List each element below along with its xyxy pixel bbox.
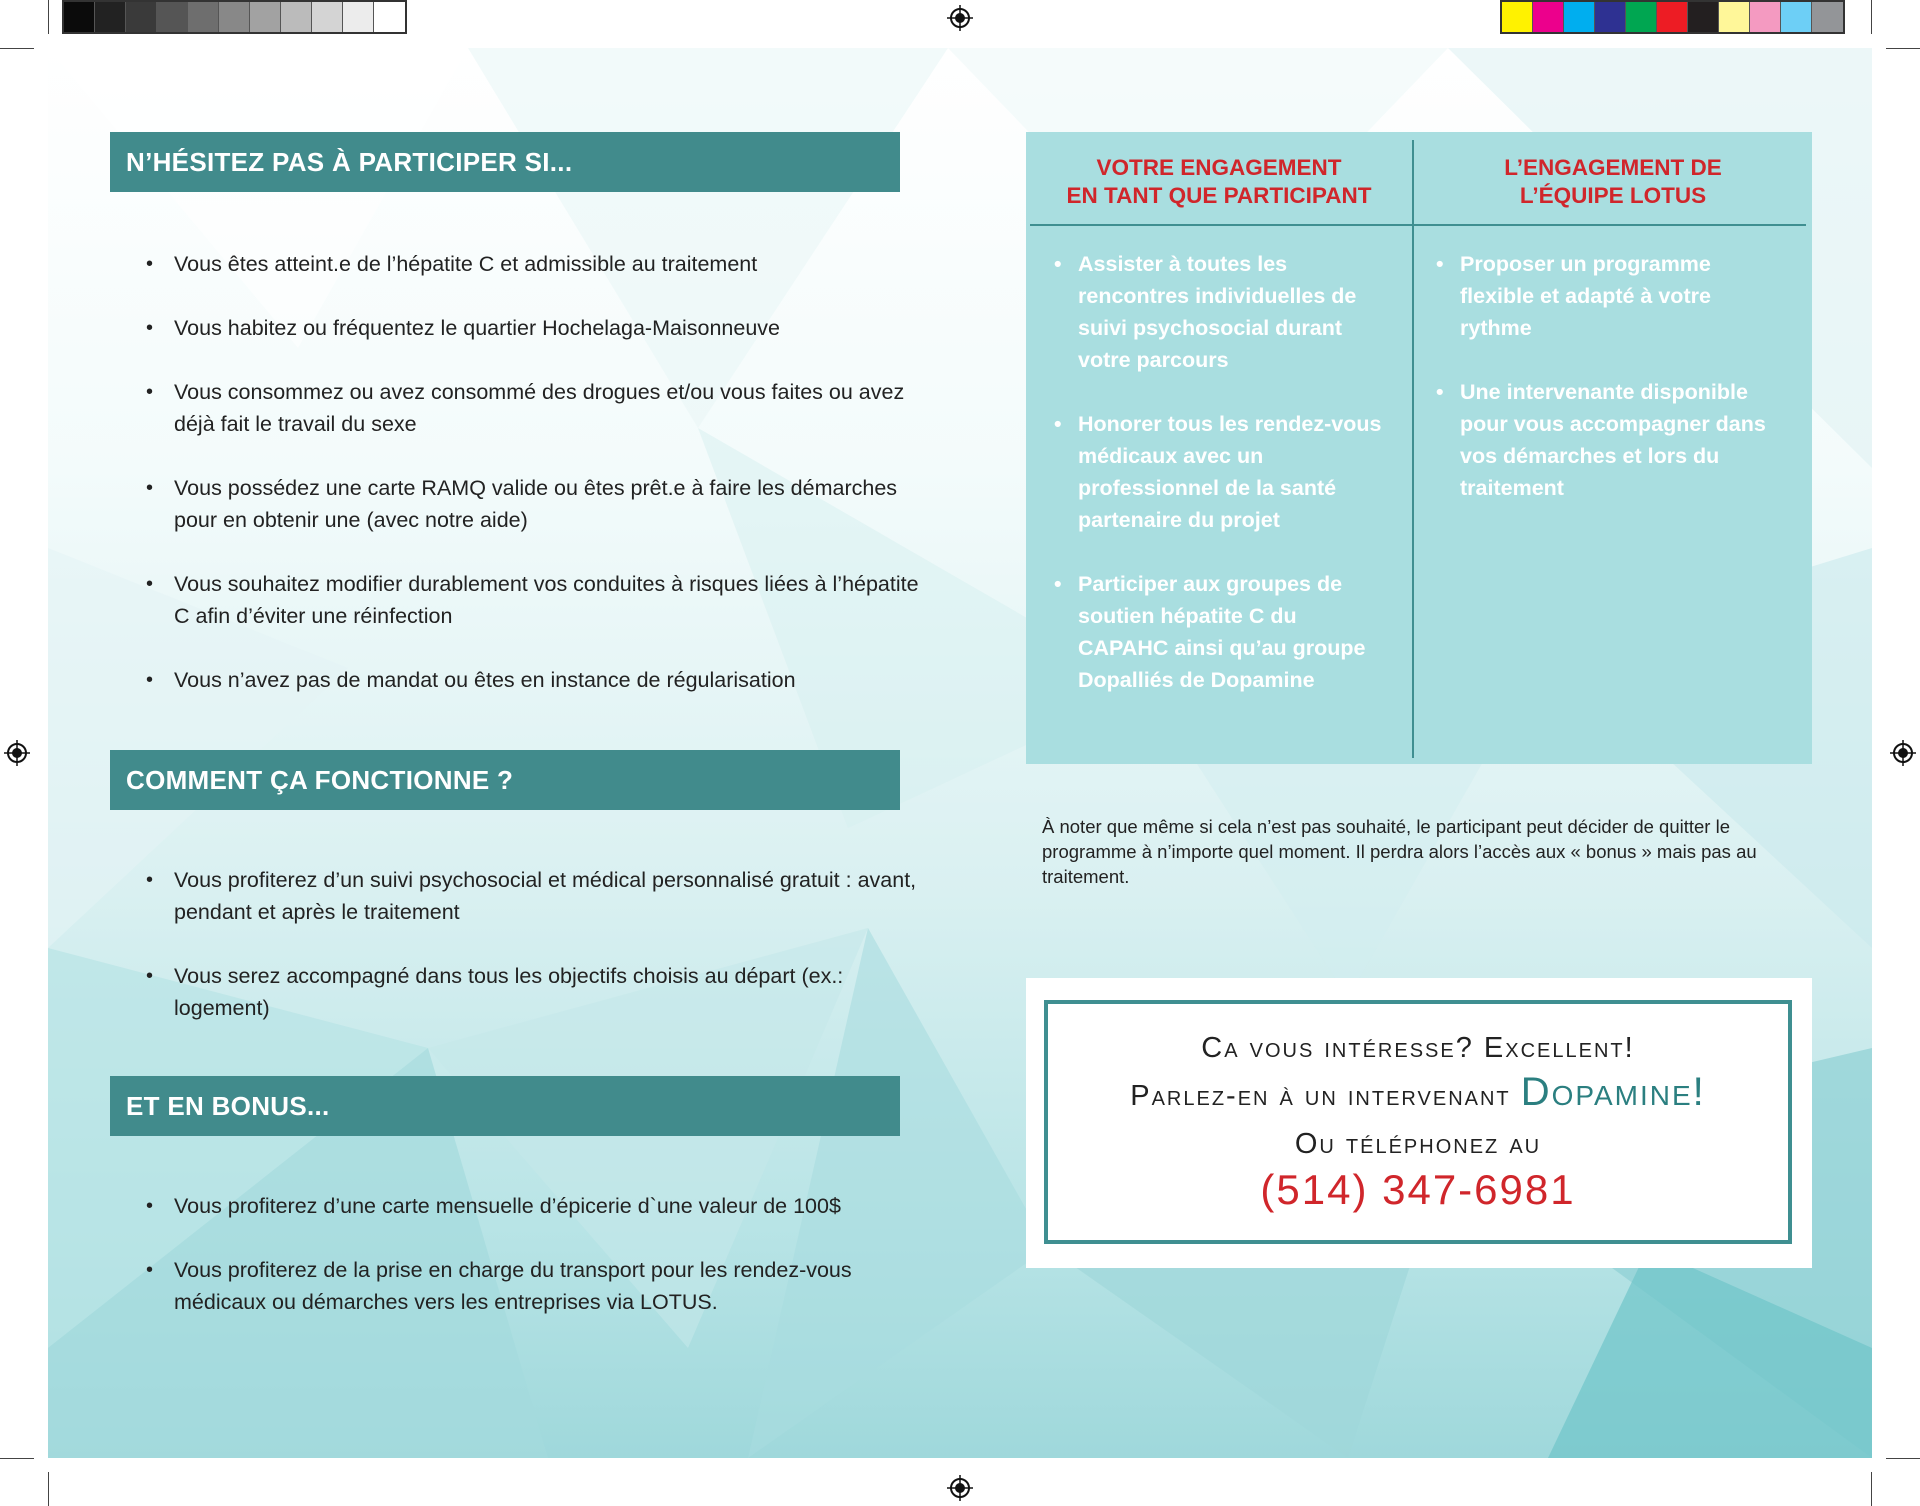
list-item: • Vous êtes atteint.e de l’hépatite C et admissible au traitement	[144, 248, 924, 280]
contact-frame	[1044, 1000, 1792, 1244]
color-swatch	[1657, 2, 1688, 32]
contact-speak-line: Parlez-en à un intervenant Dopamine!	[1130, 1070, 1706, 1114]
list-item: • Vous n’avez pas de mandat ou êtes en instance de régularisation	[144, 664, 924, 696]
color-swatch	[1595, 2, 1626, 32]
list-item: • Vous consommez ou avez consommé des drogues et/ou vous faites ou avez déjà fait le travail du sexe	[144, 376, 924, 440]
withdrawal-note: À noter que même si cela n’est pas souhaité, le participant peut décider de quitter le programme à n’importe quel moment. Il perdra alors l’accès aux « bonus » mais pas au traitement.	[1042, 816, 1757, 887]
list-item: • Proposer un programme flexible et adapté à votre rythme	[1434, 248, 1784, 344]
color-swatch	[1719, 2, 1750, 32]
color-swatch	[1812, 2, 1843, 32]
color-swatch	[1533, 2, 1564, 32]
color-swatch	[188, 2, 219, 32]
registration-mark-icon	[4, 740, 30, 766]
crop-mark	[48, 1472, 49, 1506]
list-item: • Honorer tous les rendez-vous médicaux avec un professionnel de la santé partenaire du projet	[1052, 408, 1392, 536]
list-item: • Vous habitez ou fréquentez le quartier Hochelaga-Maisonneuve	[144, 312, 924, 344]
list-item: • Vous serez accompagné dans tous les objectifs choisis au départ (ex.: logement)	[144, 960, 924, 1024]
color-swatch	[1502, 2, 1533, 32]
contact-phone-intro: Ou téléphonez au	[1294, 1128, 1542, 1160]
crop-mark	[1886, 1458, 1920, 1459]
crop-mark	[1886, 48, 1920, 49]
list-item: • Vous profiterez de la prise en charge du transport pour les rendez-vous médicaux ou démarches vers les entreprises via LOTUS.	[144, 1254, 924, 1318]
crop-mark	[0, 48, 34, 49]
header-divider	[1030, 224, 1806, 226]
list-item: • Vous possédez une carte RAMQ valide ou êtes prêt.e à faire les démarches pour en obtenir une (avec notre aide)	[144, 472, 924, 536]
list-item: • Une intervenante disponible pour vous accompagner dans vos démarches et lors du traitement	[1434, 376, 1784, 504]
color-swatch	[126, 2, 157, 32]
contact-box	[1026, 978, 1812, 1268]
list-item: • Participer aux groupes de soutien hépatite C du CAPAHC ainsi qu’au groupe Dopalliés de Dopamine	[1052, 568, 1392, 696]
list-item: • Vous souhaitez modifier durablement vos conduites à risques liées à l’hépatite C afin d’éviter une réinfection	[144, 568, 924, 632]
color-swatch	[1626, 2, 1657, 32]
color-swatch	[1688, 2, 1719, 32]
registration-mark-icon	[1890, 740, 1916, 766]
section-header-how-it-works: COMMENT ÇA FONCTIONNE ?	[110, 750, 900, 810]
team-commitments-list	[1434, 248, 1784, 536]
color-swatch	[281, 2, 312, 32]
process-color-bar	[1500, 0, 1845, 34]
color-swatch	[343, 2, 374, 32]
list-item: • Vous profiterez d’une carte mensuelle d’épicerie d`une valeur de 100$	[144, 1190, 924, 1222]
participant-column-title: VOTRE ENGAGEMENT EN TANT QUE PARTICIPANT	[1066, 155, 1372, 208]
color-swatch	[157, 2, 188, 32]
contact-interest-line: Ca vous intéresse? Excellent!	[1201, 1032, 1635, 1064]
team-column-title: L’ENGAGEMENT DE L’ÉQUIPE LOTUS	[1504, 155, 1722, 208]
grayscale-color-bar	[62, 0, 407, 34]
participant-commitments-list	[1052, 248, 1392, 728]
eligibility-list	[144, 248, 924, 728]
color-swatch	[64, 2, 95, 32]
column-divider	[1412, 140, 1414, 758]
registration-mark-icon	[947, 5, 973, 31]
engagement-table	[1026, 132, 1812, 764]
section-header-participate: N’HÉSITEZ PAS À PARTICIPER SI...	[110, 132, 900, 192]
bonus-list	[144, 1190, 924, 1350]
crop-mark	[1871, 0, 1872, 34]
how-it-works-list	[144, 864, 924, 1056]
phone-number[interactable]: (514) 347-6981	[1260, 1166, 1576, 1213]
crop-mark	[0, 1458, 34, 1459]
section-header-bonus: ET EN BONUS...	[110, 1076, 900, 1136]
color-swatch	[219, 2, 250, 32]
color-swatch	[250, 2, 281, 32]
color-swatch	[374, 2, 405, 32]
color-swatch	[1750, 2, 1781, 32]
color-swatch	[1781, 2, 1812, 32]
brochure-page	[48, 48, 1872, 1458]
crop-mark	[48, 0, 49, 34]
list-item: • Assister à toutes les rencontres individuelles de suivi psychosocial durant votre parcours	[1052, 248, 1392, 376]
brand-name: Dopamine!	[1520, 1070, 1706, 1114]
color-swatch	[95, 2, 126, 32]
crop-mark	[1871, 1472, 1872, 1506]
list-item: • Vous profiterez d’un suivi psychosocial et médical personnalisé gratuit : avant, pendant et après le traitement	[144, 864, 924, 928]
color-swatch	[312, 2, 343, 32]
color-swatch	[1564, 2, 1595, 32]
registration-mark-icon	[947, 1475, 973, 1501]
